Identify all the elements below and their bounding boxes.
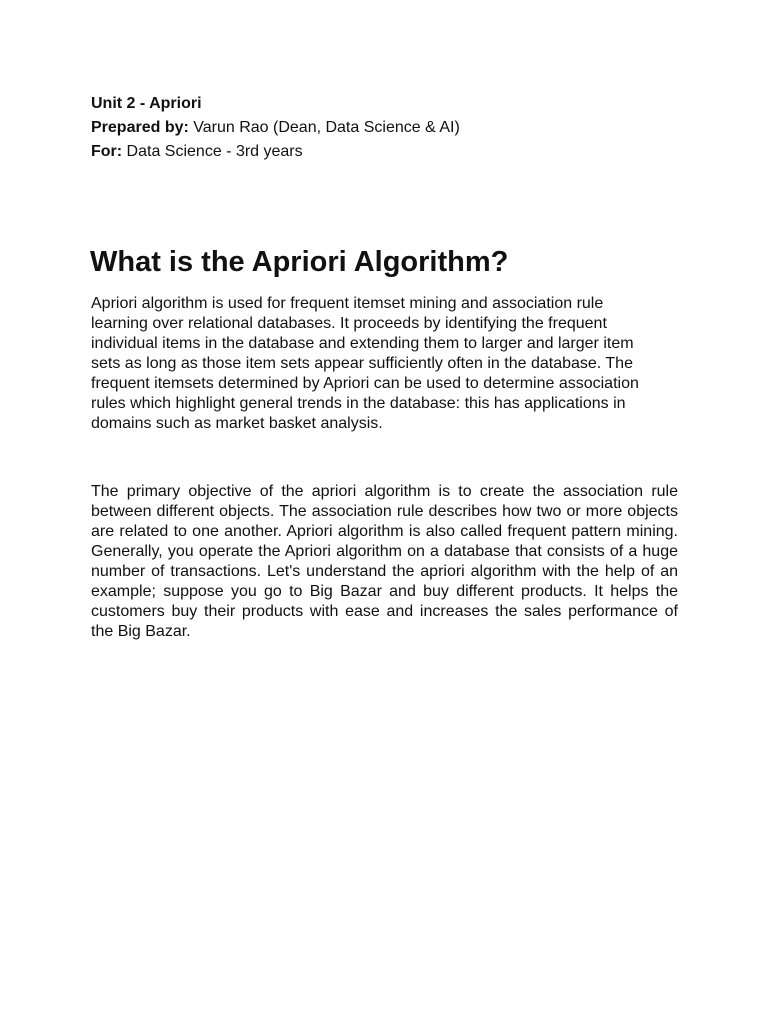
for-line [91,140,460,164]
paragraph-intro: Apriori algorithm is used for frequent itemset mining and association rule learning over relational databases. It proceeds by identifying the frequent individual items in the database and extending them to larger and larger item sets as long as those item sets appear sufficiently often in the database. The frequent itemsets determined by Apriori can be used to determine association rules which highlight general trends in the database: this has applications in domains such as market basket analysis. [91,295,639,432]
unit-title-line [91,92,460,116]
for-label: For: [91,143,123,160]
for-value: Data Science - 3rd years [122,143,303,160]
document-meta [91,92,460,164]
paragraph-objective: The primary objective of the apriori algorithm is to create the association rule between different objects. The association rule describes how two or more objects are related to one another. Apriori algorithm is also called frequent pattern mining. Generally, you operate the Apriori algorithm on a database that consists of a huge number of transactions. Let's understand the apriori algorithm with the help of an example; suppose you go to Big Bazar and buy different products. It helps the customers buy their products with ease and increases the sales performance of the Big Bazar. [91,483,678,640]
prepared-by-line [91,116,460,140]
section-heading: What is the Apriori Algorithm? [90,246,509,278]
prepared-by-value: Varun Rao (Dean, Data Science & AI) [188,119,460,136]
prepared-by-label: Prepared by: [91,119,189,136]
unit-title: Unit 2 - Apriori [91,95,202,112]
